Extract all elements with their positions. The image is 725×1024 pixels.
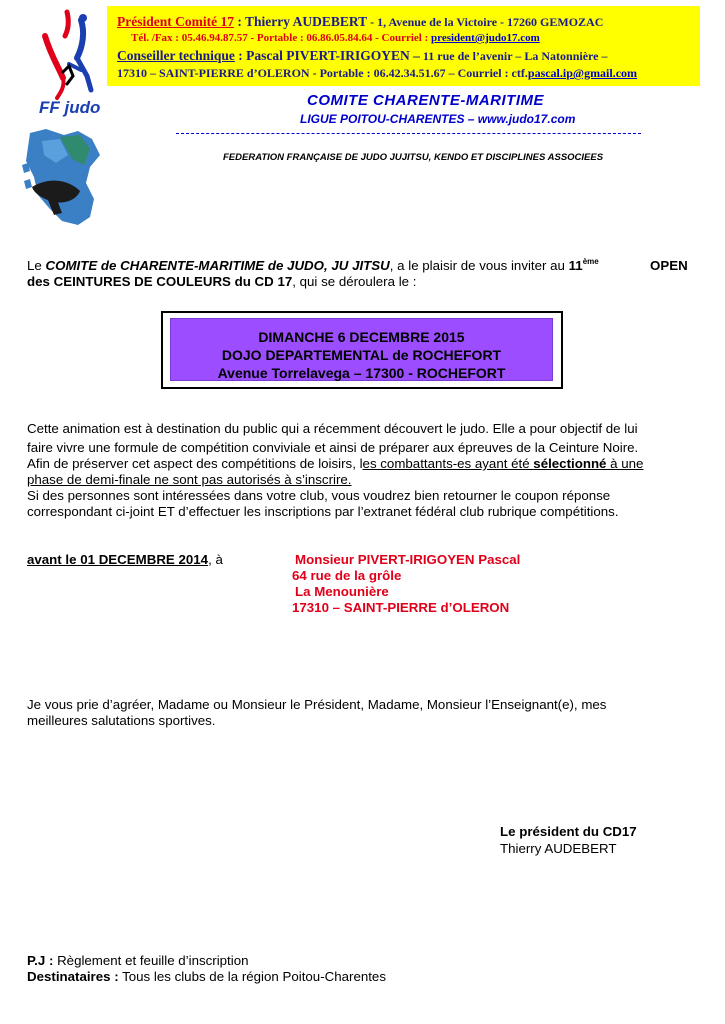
event-venue: DOJO DEPARTEMENTAL de ROCHEFORT — [221, 347, 502, 363]
body-line-2: faire vivre une formule de compétition conviviale et ainsi de préparer aux épreuves de la Ceinture Noire. — [27, 440, 639, 455]
portable-label: - Portable : — [247, 32, 307, 44]
event-date: DIMANCHE 6 DECEMBRE 2015 — [258, 329, 465, 345]
intro-text: , a le plaisir de vous inviter au — [389, 258, 569, 273]
closing-line-2: meilleures salutations sportives. — [27, 713, 216, 728]
logo-text: FF judo — [39, 98, 101, 117]
president-label: Président Comité 17 — [117, 14, 234, 29]
signature-title: Le président du CD17 — [500, 824, 637, 839]
event-address: Avenue Torrelavega – 17300 - ROCHEFORT — [217, 365, 506, 381]
intro-text: Le — [27, 258, 46, 273]
adviser-portable: 06.42.34.51.67 — [373, 66, 446, 80]
recipient-name: Monsieur PIVERT-IRIGOYEN Pascal — [295, 552, 521, 567]
adviser-line — [117, 48, 607, 64]
intro-line-1 — [27, 258, 599, 274]
recipients-label: Destinataires : — [27, 969, 119, 984]
federation-line: FEDERATION FRANÇAISE DE JUDO JUJITSU, KENDO ET DISCIPLINES ASSOCIEES — [223, 152, 604, 163]
deadline-date: avant le 01 DECEMBRE 2014 — [27, 552, 209, 567]
intro-line-2 — [27, 274, 416, 290]
signature-name: Thierry AUDEBERT — [500, 841, 617, 856]
recipient-city: 17310 – SAINT-PIERRE d’OLERON — [292, 600, 510, 615]
committee-title: COMITE CHARENTE-MARITIME — [307, 92, 544, 109]
president-name: Thierry AUDEBERT — [245, 14, 368, 29]
map-icon — [20, 125, 120, 235]
committee-name: COMITE de CHARENTE-MARITIME de JUDO, JU JITSU — [45, 258, 390, 273]
selected-word: sélectionné — [533, 456, 607, 471]
adviser-name: Pascal PIVERT-IRIGOYEN – — [246, 48, 420, 63]
body-text-underlined: à une — [606, 456, 644, 471]
edition-number: 11 — [568, 258, 583, 273]
edition-suffix: ème — [582, 257, 599, 266]
charente-maritime-map-logo — [20, 125, 120, 235]
courriel-label: - Courriel : — [372, 32, 432, 44]
deadline-line — [27, 552, 223, 568]
body-text: Afin de préserver cet aspect des compétitions de loisirs, l — [27, 456, 363, 471]
event-box-inner — [170, 318, 553, 381]
adviser-email-link[interactable]: pascal.ip@gmail.com — [527, 66, 638, 80]
event-name: des CEINTURES DE COULEURS du CD 17 — [27, 274, 293, 289]
body-text-underlined: es combattants-es ayant été — [362, 456, 534, 471]
tel-label: Tél. /Fax : — [131, 32, 182, 44]
portable-value: 06.86.05.84.64 — [306, 32, 373, 44]
recipient-place: La Menounière — [295, 584, 389, 599]
attachments-label: P.J : — [27, 953, 54, 968]
attachments-line — [27, 953, 249, 969]
body-line-4: phase de demi-finale ne sont pas autorisés à s’inscrire. — [27, 472, 352, 487]
intro-text: , qui se déroulera le : — [292, 274, 417, 289]
body-line-3 — [27, 456, 643, 472]
president-line — [117, 14, 603, 30]
president-email-link[interactable]: president@judo17.com — [431, 32, 540, 44]
adviser-label: Conseiller technique — [117, 48, 235, 63]
separator: : — [233, 14, 245, 29]
tel-line — [131, 32, 540, 44]
recipients-text: Tous les clubs de la région Poitou-Charentes — [118, 969, 386, 984]
attachments-text: Règlement et feuille d’inscription — [53, 953, 249, 968]
open-word: OPEN — [650, 258, 688, 273]
body-line-6: correspondant ci-joint ET d’effectuer les inscriptions par l’extranet fédéral club rubrique compétitions. — [27, 504, 619, 519]
adviser-address-2: 17310 – SAINT-PIERRE d’OLERON - Portable : — [117, 66, 374, 80]
ffjudo-logo — [33, 6, 108, 121]
adviser-contact-line — [117, 66, 637, 81]
deadline-suffix: , à — [208, 552, 223, 567]
dashed-divider — [176, 133, 641, 134]
body-line-5: Si des personnes sont intéressées dans votre club, vous voudrez bien retourner le coupon réponse — [27, 488, 611, 503]
adviser-address: 11 rue de l’avenir – La Natonnière – — [419, 49, 608, 63]
body-line-1: Cette animation est à destination du public qui a récemment découvert le judo. Elle a pour objectif de lui — [27, 421, 638, 436]
recipient-street: 64 rue de la grôle — [292, 568, 402, 583]
event-box — [161, 311, 563, 389]
president-address: - 1, Avenue de la Victoire - 17260 GEMOZAC — [367, 15, 604, 29]
separator: : — [234, 48, 247, 63]
tel-value: 05.46.94.87.57 — [181, 32, 248, 44]
closing-line-1: Je vous prie d’agréer, Madame ou Monsieur le Président, Madame, Monsieur l’Enseignant(e), mes — [27, 697, 607, 712]
recipients-line — [27, 969, 386, 985]
courriel-label: – Courriel : ctf. — [445, 66, 528, 80]
league-subtitle: LIGUE POITOU-CHARENTES – www.judo17.com — [300, 112, 576, 126]
header-contact-box — [107, 6, 700, 86]
